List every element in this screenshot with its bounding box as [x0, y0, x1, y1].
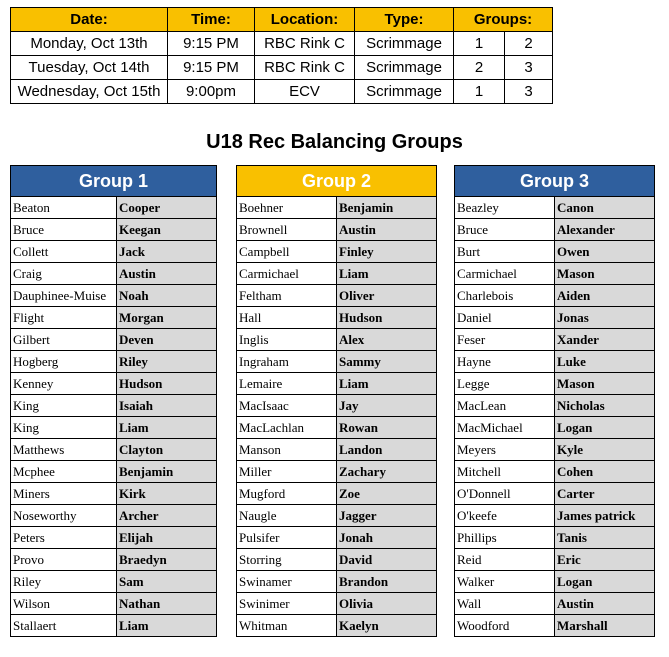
player-last-name: Miller — [237, 461, 337, 483]
player-last-name: Campbell — [237, 241, 337, 263]
player-first-name: Kaelyn — [337, 615, 437, 637]
player-first-name: Austin — [337, 219, 437, 241]
player-first-name: Sammy — [337, 351, 437, 373]
header-date: Date: — [11, 8, 168, 32]
player-last-name: MacLean — [455, 395, 555, 417]
player-row — [455, 395, 655, 417]
player-last-name: Collett — [11, 241, 117, 263]
player-first-name: Logan — [555, 571, 655, 593]
player-last-name: Stallaert — [11, 615, 117, 637]
player-first-name: Luke — [555, 351, 655, 373]
player-first-name: Landon — [337, 439, 437, 461]
player-last-name: Noseworthy — [11, 505, 117, 527]
group-2-header: Group 2 — [237, 166, 437, 197]
player-row — [455, 615, 655, 637]
player-row — [455, 373, 655, 395]
player-row — [455, 219, 655, 241]
player-row — [455, 307, 655, 329]
player-row — [237, 241, 437, 263]
player-first-name: Brandon — [337, 571, 437, 593]
player-last-name: Mcphee — [11, 461, 117, 483]
player-row — [237, 549, 437, 571]
player-first-name: Morgan — [117, 307, 217, 329]
schedule-type: Scrimmage — [355, 56, 454, 80]
player-last-name: Wilson — [11, 593, 117, 615]
group-3-roster — [455, 197, 655, 637]
player-first-name: Tanis — [555, 527, 655, 549]
player-last-name: Manson — [237, 439, 337, 461]
player-first-name: Riley — [117, 351, 217, 373]
player-first-name: Kirk — [117, 483, 217, 505]
player-row — [11, 307, 217, 329]
player-row — [237, 395, 437, 417]
player-first-name: Xander — [555, 329, 655, 351]
schedule-type: Scrimmage — [355, 32, 454, 56]
player-last-name: Beaton — [11, 197, 117, 219]
schedule-location: ECV — [255, 80, 355, 104]
player-first-name: Logan — [555, 417, 655, 439]
player-last-name: Charlebois — [455, 285, 555, 307]
player-last-name: Feltham — [237, 285, 337, 307]
player-last-name: Swinamer — [237, 571, 337, 593]
player-last-name: Naugle — [237, 505, 337, 527]
player-first-name: Jonah — [337, 527, 437, 549]
player-last-name: Bruce — [455, 219, 555, 241]
player-row — [11, 285, 217, 307]
player-row — [237, 285, 437, 307]
player-row — [455, 593, 655, 615]
player-row — [237, 219, 437, 241]
player-last-name: Dauphinee-Muise — [11, 285, 117, 307]
player-first-name: Canon — [555, 197, 655, 219]
player-last-name: Pulsifer — [237, 527, 337, 549]
player-last-name: Provo — [11, 549, 117, 571]
player-last-name: Boehner — [237, 197, 337, 219]
player-last-name: MacIsaac — [237, 395, 337, 417]
player-first-name: Eric — [555, 549, 655, 571]
player-row — [237, 505, 437, 527]
player-last-name: Hall — [237, 307, 337, 329]
player-row — [455, 461, 655, 483]
player-first-name: Isaiah — [117, 395, 217, 417]
player-last-name: Reid — [455, 549, 555, 571]
player-row — [237, 329, 437, 351]
header-type: Type: — [355, 8, 454, 32]
player-last-name: Miners — [11, 483, 117, 505]
player-first-name: Kyle — [555, 439, 655, 461]
player-first-name: Benjamin — [117, 461, 217, 483]
player-row — [455, 351, 655, 373]
player-first-name: Rowan — [337, 417, 437, 439]
schedule-header-row — [11, 8, 553, 32]
header-location: Location: — [255, 8, 355, 32]
player-last-name: Carmichael — [455, 263, 555, 285]
player-row — [237, 527, 437, 549]
schedule-row — [11, 32, 553, 56]
player-last-name: Storring — [237, 549, 337, 571]
player-row — [455, 549, 655, 571]
player-first-name: Keegan — [117, 219, 217, 241]
player-last-name: Craig — [11, 263, 117, 285]
player-first-name: Oliver — [337, 285, 437, 307]
player-row — [11, 439, 217, 461]
player-first-name: Liam — [117, 615, 217, 637]
player-last-name: Burt — [455, 241, 555, 263]
player-row — [11, 505, 217, 527]
player-first-name: Austin — [117, 263, 217, 285]
player-last-name: Meyers — [455, 439, 555, 461]
player-row — [237, 461, 437, 483]
schedule-group-b: 3 — [505, 80, 553, 104]
player-first-name: Hudson — [117, 373, 217, 395]
player-first-name: Cooper — [117, 197, 217, 219]
player-last-name: King — [11, 417, 117, 439]
player-last-name: Phillips — [455, 527, 555, 549]
player-first-name: Deven — [117, 329, 217, 351]
player-row — [11, 527, 217, 549]
player-last-name: MacMichael — [455, 417, 555, 439]
player-first-name: Finley — [337, 241, 437, 263]
schedule-group-a: 1 — [454, 80, 505, 104]
schedule-row — [11, 80, 553, 104]
header-time: Time: — [168, 8, 255, 32]
player-row — [11, 615, 217, 637]
player-row — [11, 417, 217, 439]
schedule-group-a: 2 — [454, 56, 505, 80]
schedule-type: Scrimmage — [355, 80, 454, 104]
group-3-table — [454, 165, 655, 637]
player-first-name: Benjamin — [337, 197, 437, 219]
player-row — [455, 527, 655, 549]
player-first-name: Braedyn — [117, 549, 217, 571]
player-row — [455, 417, 655, 439]
player-row — [237, 197, 437, 219]
player-first-name: Liam — [337, 263, 437, 285]
player-last-name: Feser — [455, 329, 555, 351]
player-last-name: Matthews — [11, 439, 117, 461]
schedule-row — [11, 56, 553, 80]
player-first-name: Archer — [117, 505, 217, 527]
schedule-date: Tuesday, Oct 14th — [11, 56, 168, 80]
player-last-name: Daniel — [455, 307, 555, 329]
player-first-name: Liam — [337, 373, 437, 395]
player-last-name: MacLachlan — [237, 417, 337, 439]
player-first-name: Zoe — [337, 483, 437, 505]
player-row — [237, 351, 437, 373]
player-first-name: Jagger — [337, 505, 437, 527]
player-last-name: Inglis — [237, 329, 337, 351]
schedule-group-b: 2 — [505, 32, 553, 56]
schedule-time: 9:00pm — [168, 80, 255, 104]
schedule-time: 9:15 PM — [168, 32, 255, 56]
player-first-name: Clayton — [117, 439, 217, 461]
player-last-name: Riley — [11, 571, 117, 593]
group-3-header: Group 3 — [455, 166, 655, 197]
schedule-table — [10, 7, 553, 104]
player-first-name: Noah — [117, 285, 217, 307]
player-row — [455, 241, 655, 263]
player-row — [455, 483, 655, 505]
player-row — [455, 197, 655, 219]
player-last-name: Hogberg — [11, 351, 117, 373]
player-first-name: Aiden — [555, 285, 655, 307]
player-row — [11, 461, 217, 483]
player-first-name: Alexander — [555, 219, 655, 241]
player-row — [237, 571, 437, 593]
player-first-name: Alex — [337, 329, 437, 351]
player-row — [11, 549, 217, 571]
player-row — [11, 395, 217, 417]
player-first-name: David — [337, 549, 437, 571]
player-last-name: Wall — [455, 593, 555, 615]
schedule-group-a: 1 — [454, 32, 505, 56]
player-row — [11, 329, 217, 351]
player-row — [11, 241, 217, 263]
player-row — [11, 483, 217, 505]
player-last-name: Walker — [455, 571, 555, 593]
group-2-roster — [237, 197, 437, 637]
schedule-time: 9:15 PM — [168, 56, 255, 80]
player-last-name: O'keefe — [455, 505, 555, 527]
player-last-name: Brownell — [237, 219, 337, 241]
player-first-name: Mason — [555, 373, 655, 395]
player-row — [11, 373, 217, 395]
player-row — [237, 307, 437, 329]
player-row — [455, 439, 655, 461]
player-row — [237, 439, 437, 461]
player-last-name: Kenney — [11, 373, 117, 395]
player-last-name: Carmichael — [237, 263, 337, 285]
player-row — [237, 593, 437, 615]
player-first-name: Marshall — [555, 615, 655, 637]
player-first-name: Austin — [555, 593, 655, 615]
player-last-name: Legge — [455, 373, 555, 395]
player-first-name: Sam — [117, 571, 217, 593]
player-first-name: Nicholas — [555, 395, 655, 417]
player-row — [455, 571, 655, 593]
player-last-name: Flight — [11, 307, 117, 329]
player-first-name: James patrick — [555, 505, 655, 527]
player-first-name: Zachary — [337, 461, 437, 483]
player-row — [237, 373, 437, 395]
group-1-table — [10, 165, 217, 637]
player-row — [11, 593, 217, 615]
player-last-name: Mitchell — [455, 461, 555, 483]
player-row — [11, 351, 217, 373]
player-last-name: Gilbert — [11, 329, 117, 351]
player-first-name: Hudson — [337, 307, 437, 329]
player-first-name: Elijah — [117, 527, 217, 549]
player-first-name: Nathan — [117, 593, 217, 615]
player-row — [237, 615, 437, 637]
player-first-name: Liam — [117, 417, 217, 439]
player-last-name: King — [11, 395, 117, 417]
player-row — [237, 417, 437, 439]
player-row — [455, 505, 655, 527]
player-first-name: Owen — [555, 241, 655, 263]
schedule-group-b: 3 — [505, 56, 553, 80]
group-2-table — [236, 165, 437, 637]
player-row — [237, 483, 437, 505]
page-title: U18 Rec Balancing Groups — [206, 131, 463, 153]
player-last-name: Swinimer — [237, 593, 337, 615]
player-row — [11, 571, 217, 593]
player-row — [455, 263, 655, 285]
player-last-name: Peters — [11, 527, 117, 549]
player-last-name: Mugford — [237, 483, 337, 505]
player-last-name: Ingraham — [237, 351, 337, 373]
group-1-roster — [11, 197, 217, 637]
player-last-name: Whitman — [237, 615, 337, 637]
player-row — [237, 263, 437, 285]
player-row — [11, 219, 217, 241]
schedule-date: Monday, Oct 13th — [11, 32, 168, 56]
player-last-name: Bruce — [11, 219, 117, 241]
player-first-name: Mason — [555, 263, 655, 285]
player-first-name: Jack — [117, 241, 217, 263]
player-first-name: Olivia — [337, 593, 437, 615]
player-last-name: O'Donnell — [455, 483, 555, 505]
player-last-name: Hayne — [455, 351, 555, 373]
schedule-location: RBC Rink C — [255, 56, 355, 80]
schedule-date: Wednesday, Oct 15th — [11, 80, 168, 104]
player-first-name: Carter — [555, 483, 655, 505]
player-first-name: Jay — [337, 395, 437, 417]
header-groups: Groups: — [454, 8, 553, 32]
player-row — [455, 285, 655, 307]
player-last-name: Lemaire — [237, 373, 337, 395]
group-1-header: Group 1 — [11, 166, 217, 197]
player-row — [11, 263, 217, 285]
schedule-location: RBC Rink C — [255, 32, 355, 56]
player-last-name: Woodford — [455, 615, 555, 637]
player-last-name: Beazley — [455, 197, 555, 219]
player-row — [11, 197, 217, 219]
player-first-name: Jonas — [555, 307, 655, 329]
player-first-name: Cohen — [555, 461, 655, 483]
player-row — [455, 329, 655, 351]
